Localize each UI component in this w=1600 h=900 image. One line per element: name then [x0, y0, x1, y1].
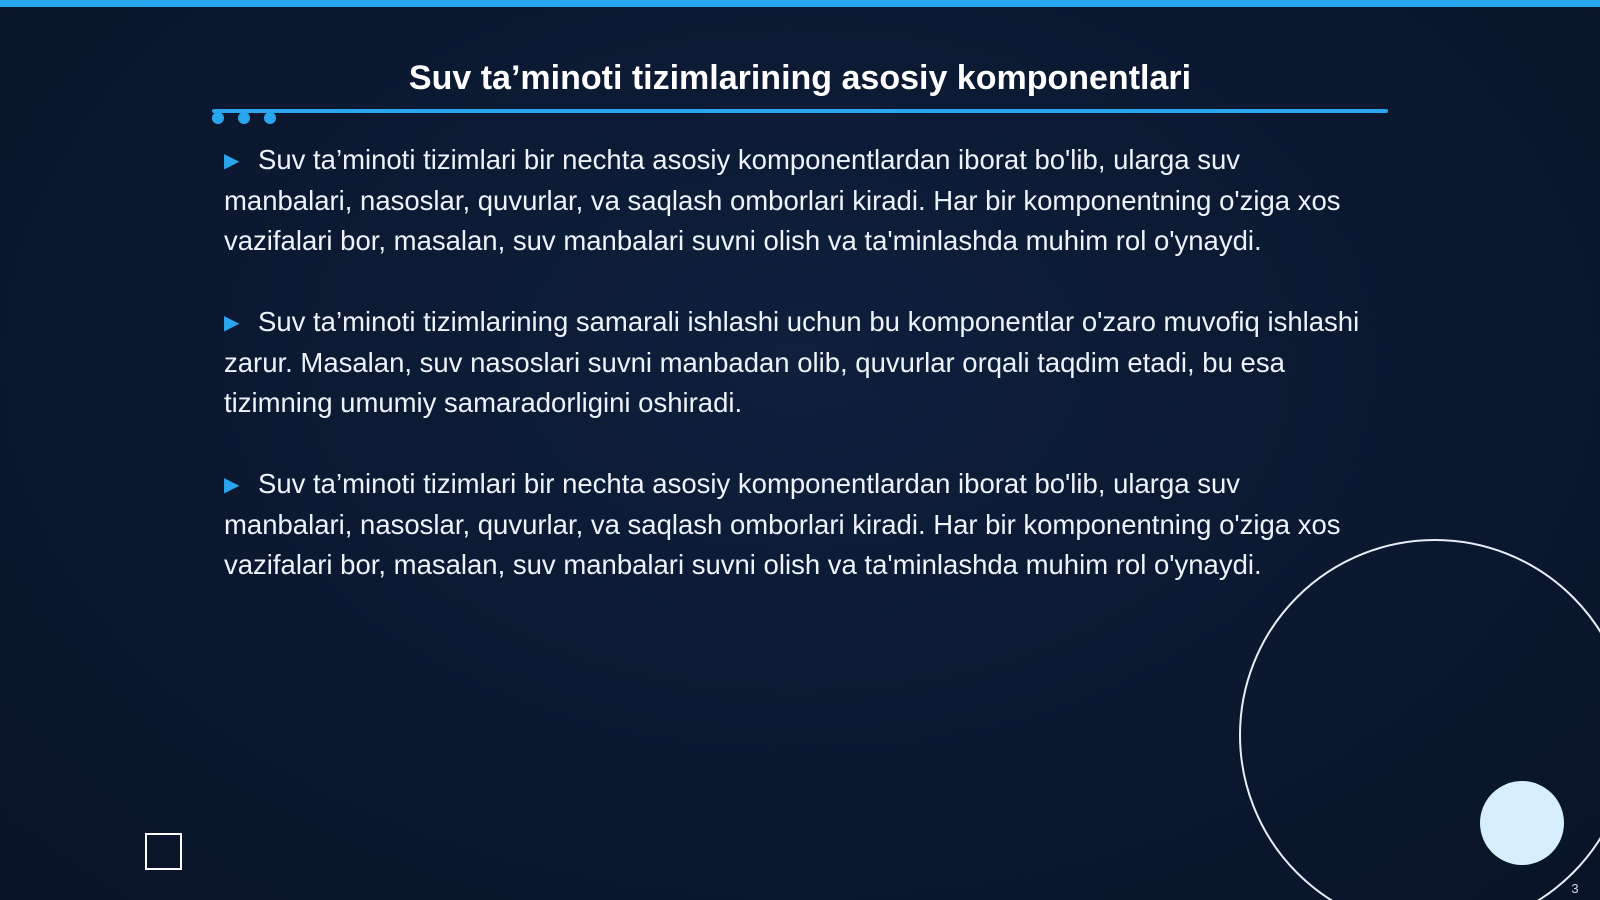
slide-number: 3	[1571, 881, 1579, 896]
bullet-text: Suv ta’minoti tizimlari bir nechta asosiy komponentlardan iborat bo'lib, ularga suv manbalari, nasoslar, quvurlar, va saqlash omborlari kiradi. Har bir komponentning o'ziga xos vazifalari bor, masalan, suv manbalari suvni olish va ta'minlashda muhim rol o'ynaydi.	[224, 468, 1341, 580]
bullet-text: Suv ta’minoti tizimlari bir nechta asosiy komponentlardan iborat bo'lib, ularga suv manbalari, nasoslar, quvurlar, va saqlash omborlari kiradi. Har bir komponentning o'ziga xos vazifalari bor, masalan, suv manbalari suvni olish va ta'minlashda muhim rol o'ynaydi.	[224, 144, 1341, 256]
decorative-dot	[238, 112, 250, 124]
bullet-list	[224, 140, 1364, 626]
triangle-bullet-icon: ▶	[224, 474, 240, 496]
bullet-item	[224, 464, 1364, 585]
triangle-bullet-icon: ▶	[224, 312, 240, 334]
title-underline	[212, 109, 1388, 113]
bullet-item	[224, 140, 1364, 261]
bullet-item	[224, 302, 1364, 423]
slide-title: Suv ta’minoti tizimlarining asosiy komponentlari	[408, 59, 1192, 97]
decorative-dot	[212, 112, 224, 124]
decorative-square	[145, 833, 182, 870]
triangle-bullet-icon: ▶	[224, 150, 240, 172]
bullet-text: Suv ta’minoti tizimlarining samarali ishlashi uchun bu komponentlar o'zaro muvofiq ishlashi zarur. Masalan, suv nasoslari suvni manbadan olib, quvurlar orqali taqdim etadi, bu esa tizimning umumiy samaradorligini oshiradi.	[224, 306, 1360, 418]
decorative-circle	[1480, 781, 1564, 865]
decorative-dot	[264, 112, 276, 124]
top-accent-bar	[0, 0, 1600, 7]
